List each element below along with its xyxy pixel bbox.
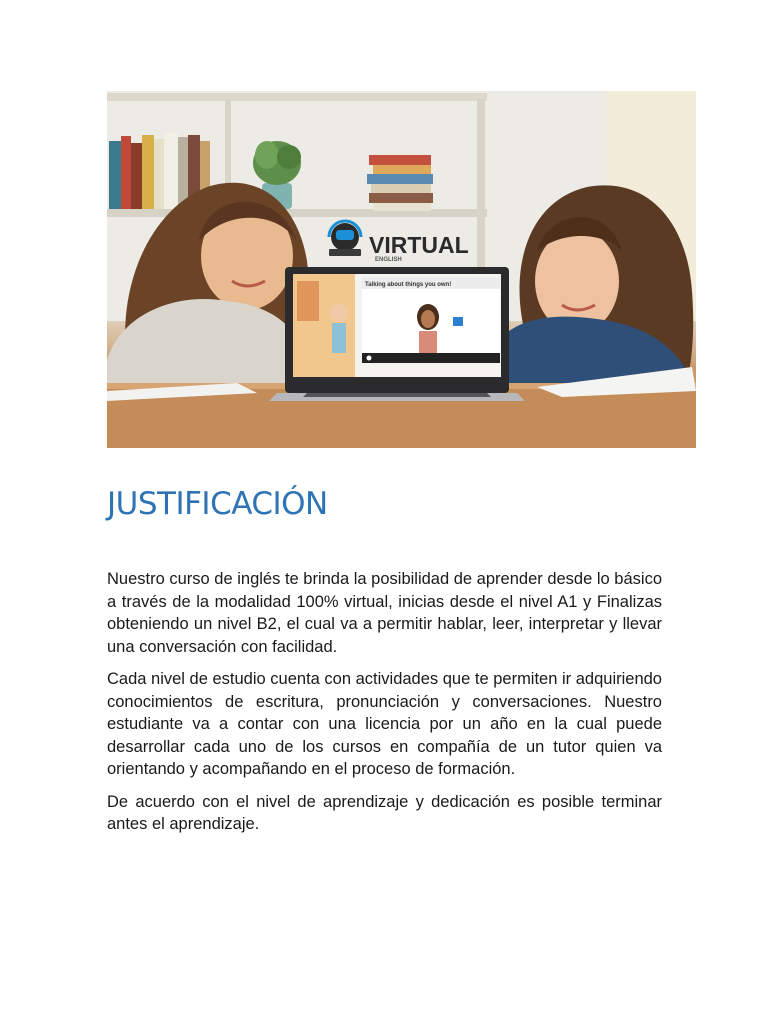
shelf-top: [107, 93, 487, 101]
hero-illustration: [107, 91, 696, 448]
video-controls[interactable]: [362, 353, 500, 363]
paragraph: Nuestro curso de inglés te brinda la posibilidad de aprender desde lo básico a través de la modalidad 100% virtual, inicias desde el nivel A1 y Finalizas obteniendo un nivel B2, el cual va a permitir hablar, leer, interpretar y llevar una conversación con facilidad.: [107, 570, 662, 656]
stacked-books: [367, 155, 433, 211]
play-icon[interactable]: [367, 356, 372, 361]
hero-image: [107, 91, 696, 448]
laptop: [269, 267, 525, 401]
logo-subtext: ENGLISH: [375, 257, 402, 263]
body-text: [107, 568, 662, 846]
paragraph: De acuerdo con el nivel de aprendizaje y dedicación es posible terminar antes el aprendizaje.: [107, 792, 662, 833]
logo-text: VIRTUAL: [369, 232, 469, 258]
paragraph: Cada nivel de estudio cuenta con actividades que te permiten ir adquiriendo conocimientos de escritura, pronunciación y conversaciones. Nuestro estudiante va a contar con una licencia por un año en la cual puede desarrollar cada uno de los cursos en compañía de un tutor quien va orientando y acompañando en el proceso de formación.: [107, 670, 662, 778]
video-title: Talking about things you own!: [365, 282, 452, 288]
thumbs-up-icon: [453, 317, 463, 326]
page-title: JUSTIFICACIÓN: [107, 486, 328, 522]
